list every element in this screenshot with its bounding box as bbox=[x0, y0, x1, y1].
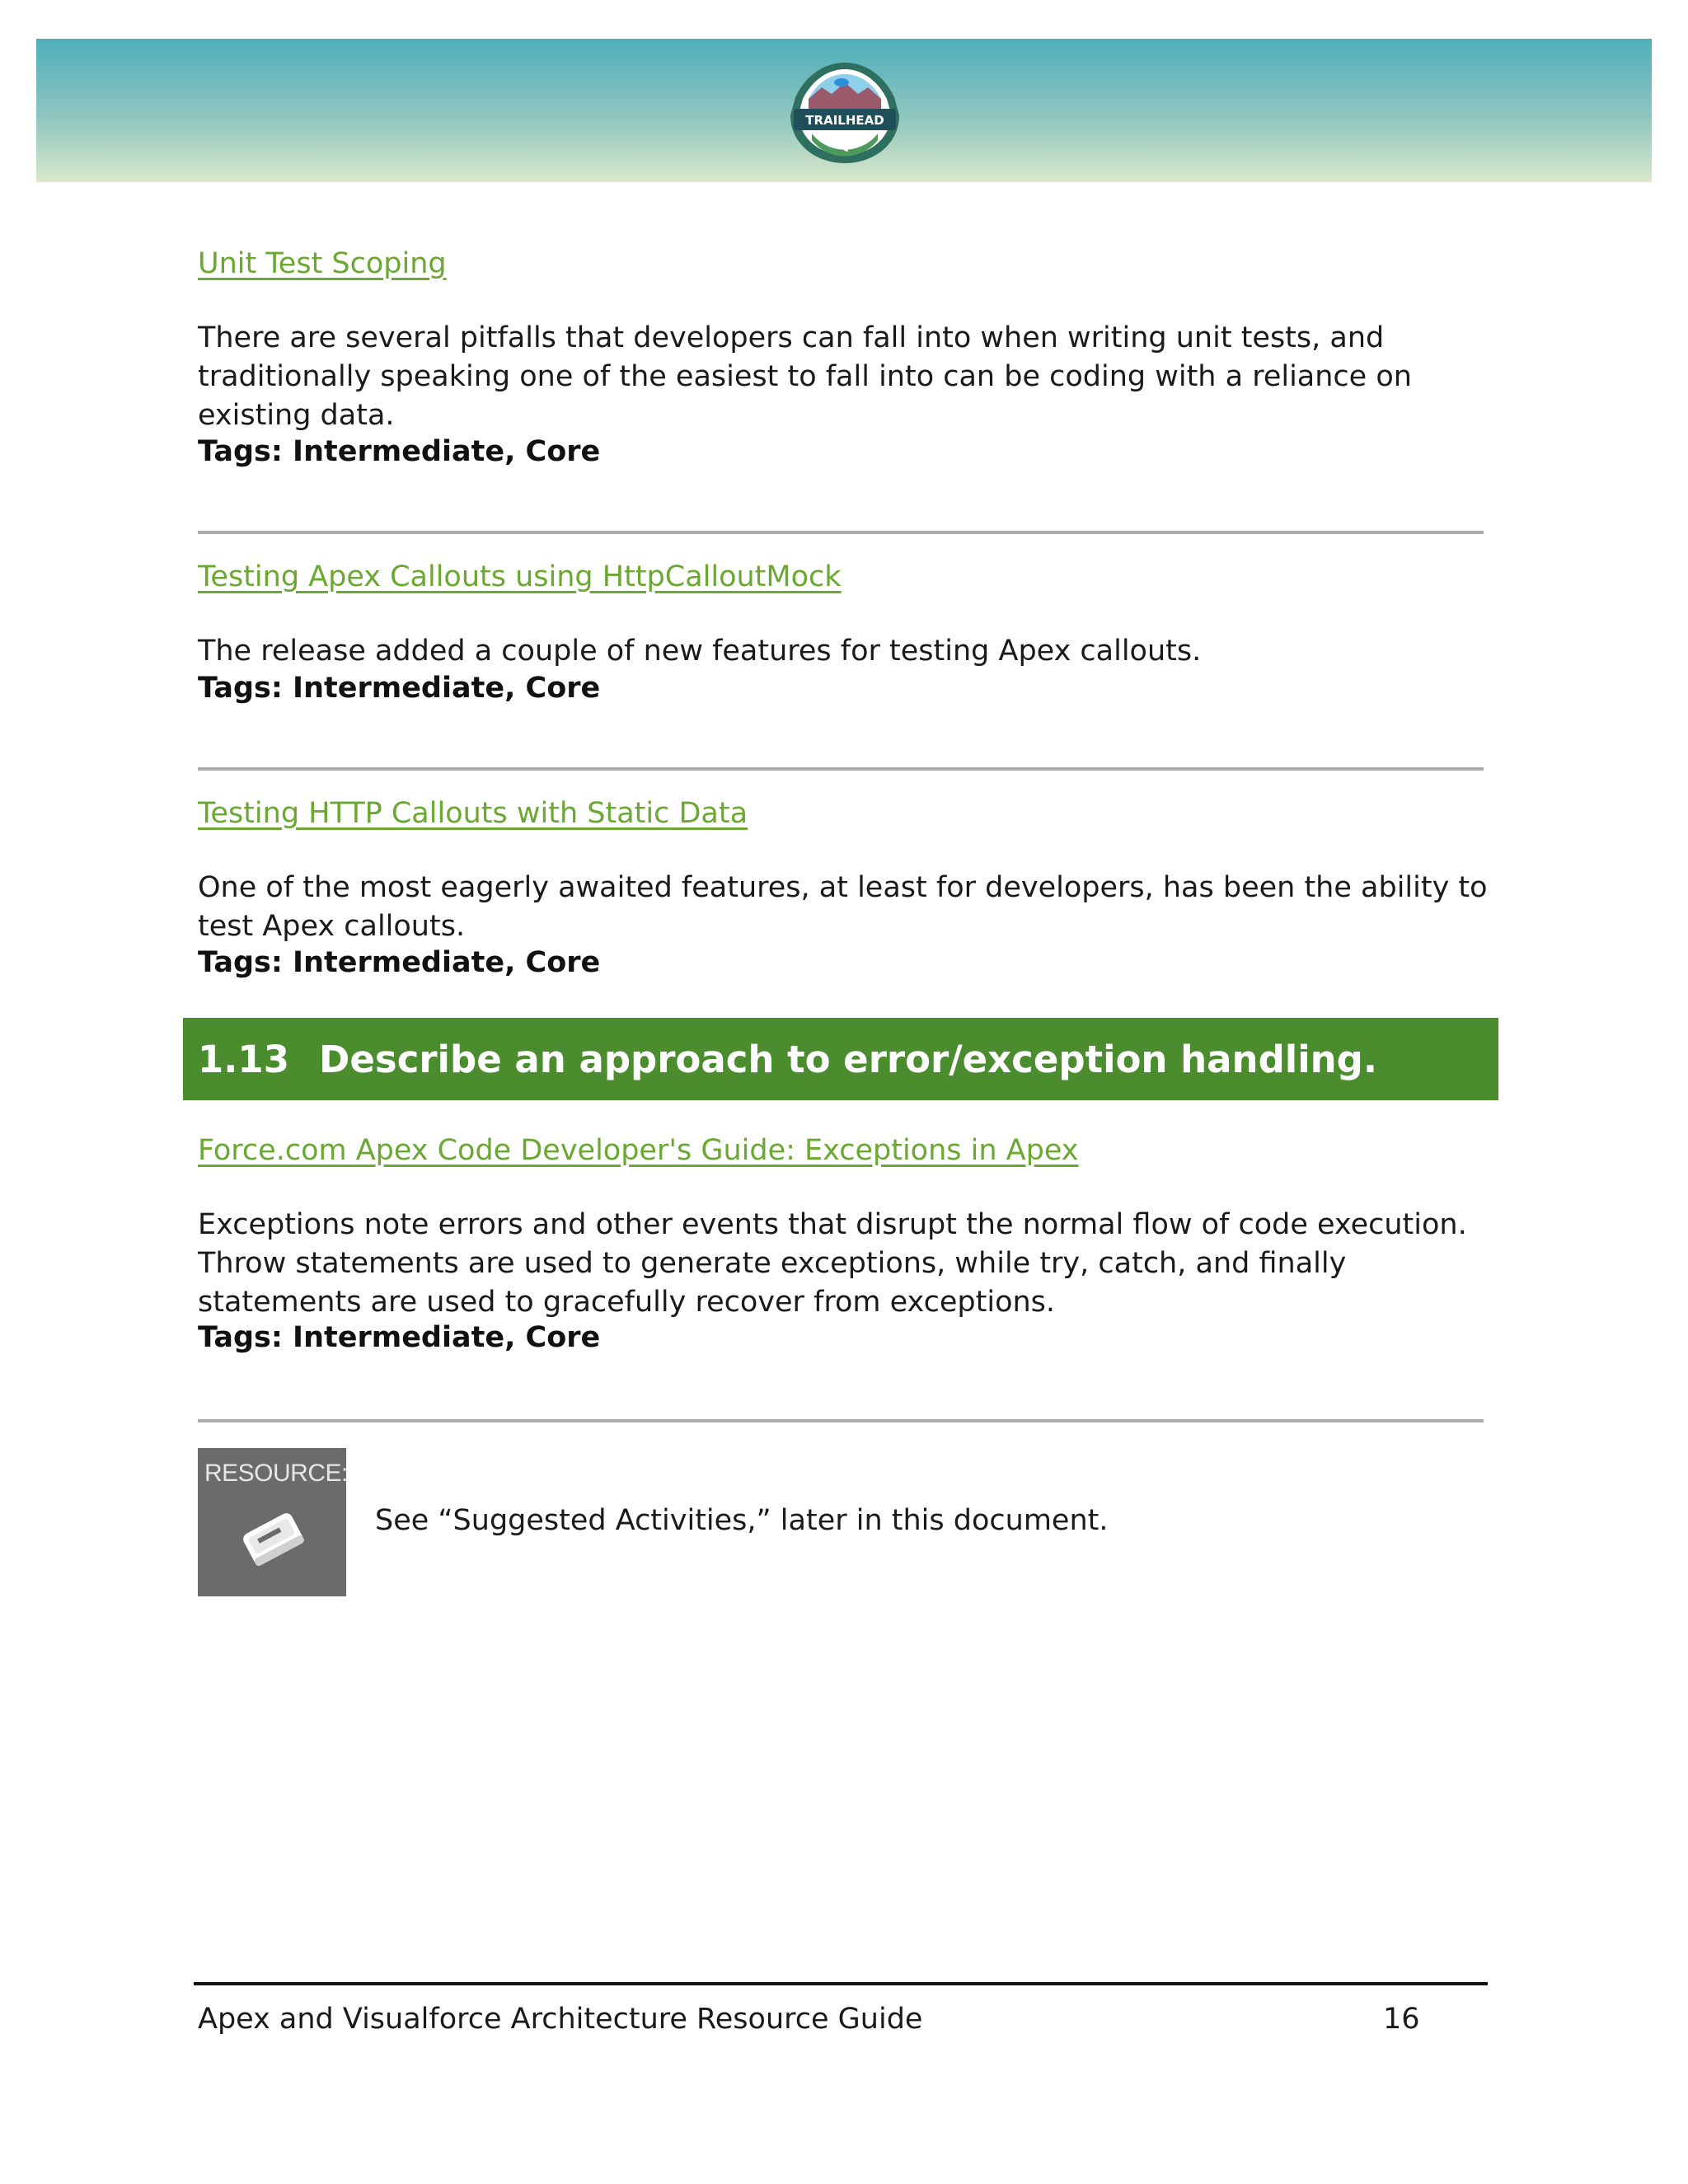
link-exceptions-in-apex[interactable]: Force.com Apex Code Developer's Guide: Exceptions in Apex bbox=[198, 1134, 1079, 1167]
divider bbox=[198, 531, 1484, 534]
section-number: 1.13 bbox=[198, 1037, 290, 1081]
entry-tags: Tags: Intermediate, Core bbox=[198, 1321, 601, 1354]
link-testing-apex-callouts[interactable]: Testing Apex Callouts using HttpCalloutMock bbox=[198, 560, 842, 593]
entry-description: Exceptions note errors and other events that disrupt the normal flow of code execution. Throw statements are used to generate exceptions, while try, catch, and finally statements are used to gracefully recover from exceptions. bbox=[198, 1208, 1467, 1319]
footer-divider bbox=[194, 1982, 1488, 1985]
link-testing-http-callouts[interactable]: Testing HTTP Callouts with Static Data bbox=[198, 797, 748, 830]
trailhead-logo bbox=[779, 58, 911, 169]
book-icon bbox=[231, 1497, 313, 1580]
entry-tags: Tags: Intermediate, Core bbox=[198, 672, 601, 705]
entry-tags: Tags: Intermediate, Core bbox=[198, 435, 601, 468]
divider bbox=[198, 1419, 1484, 1422]
entry-description: There are several pitfalls that developers can fall into when writing unit tests, and traditionally speaking one of the easiest to fall into can be coding with a reliance on existing data. bbox=[198, 321, 1412, 432]
resource-text: See “Suggested Activities,” later in this document. bbox=[375, 1504, 1109, 1537]
page-number: 16 bbox=[1383, 2003, 1420, 2036]
resource-badge bbox=[198, 1448, 346, 1596]
resource-label: RESOURCE: bbox=[204, 1460, 348, 1487]
divider bbox=[198, 767, 1484, 771]
link-unit-test-scoping[interactable]: Unit Test Scoping bbox=[198, 247, 447, 280]
section-heading bbox=[183, 1018, 1498, 1100]
footer-title: Apex and Visualforce Architecture Resource Guide bbox=[198, 2003, 923, 2036]
entry-description: The release added a couple of new features for testing Apex callouts. bbox=[198, 635, 1202, 668]
section-title: Describe an approach to error/exception handling. bbox=[319, 1037, 1377, 1081]
entry-tags: Tags: Intermediate, Core bbox=[198, 946, 601, 979]
trailhead-logo-text: TRAILHEAD bbox=[805, 113, 884, 128]
entry-description: One of the most eagerly awaited features, at least for developers, has been the ability to test Apex callouts. bbox=[198, 871, 1488, 943]
